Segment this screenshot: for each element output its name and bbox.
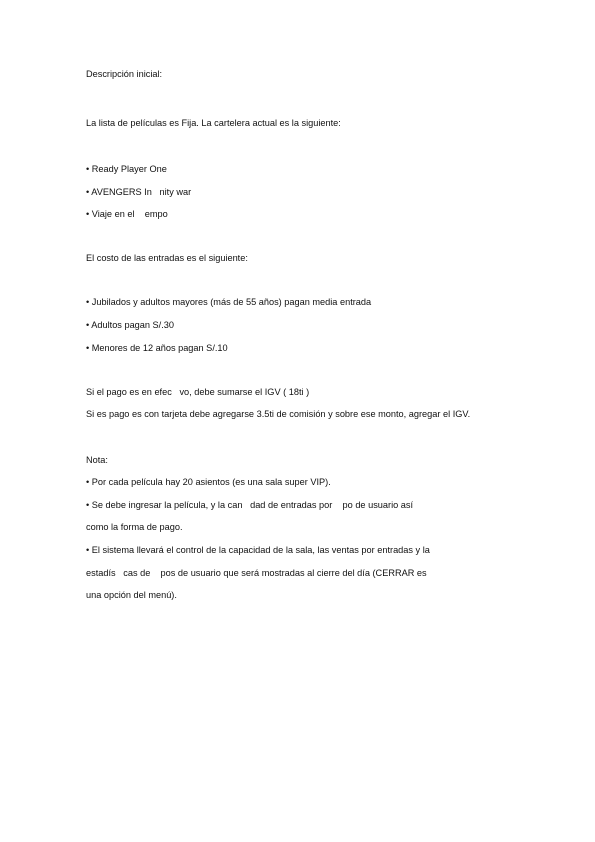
note-line: • El sistema llevará el control de la capacidad de la sala, las ventas por entradas y la	[86, 545, 430, 555]
movie-item: • AVENGERS In nity war	[86, 187, 192, 197]
notes-heading: Nota:	[86, 455, 108, 465]
movie-list-intro: La lista de películas es Fija. La cartelera actual es la siguiente:	[86, 118, 341, 128]
note-line: • Por cada película hay 20 asientos (es una sala super VIP).	[86, 477, 331, 487]
intro-heading: Descripción inicial:	[86, 69, 163, 79]
price-item: • Menores de 12 años pagan S/.10	[86, 343, 228, 353]
note-line: como la forma de pago.	[86, 522, 183, 532]
movie-item: • Ready Player One	[86, 164, 167, 174]
price-item: • Adultos pagan S/.30	[86, 320, 175, 330]
price-intro: El costo de las entradas es el siguiente:	[86, 253, 248, 263]
payment-line: Si es pago es con tarjeta debe agregarse 3.5ti de comisión y sobre ese monto, agregar el IGV.	[86, 409, 471, 419]
payment-line: Si el pago es en efec vo, debe sumarse el IGV ( 18ti )	[86, 387, 310, 397]
note-line: estadís cas de pos de usuario que será mostradas al cierre del día (CERRAR es	[86, 568, 427, 578]
movie-item: • Viaje en el empo	[86, 209, 168, 219]
price-item: • Jubilados y adultos mayores (más de 55 años) pagan media entrada	[86, 297, 372, 307]
note-line: • Se debe ingresar la película, y la can dad de entradas por po de usuario así	[86, 500, 414, 510]
note-line: una opción del menú).	[86, 590, 177, 600]
